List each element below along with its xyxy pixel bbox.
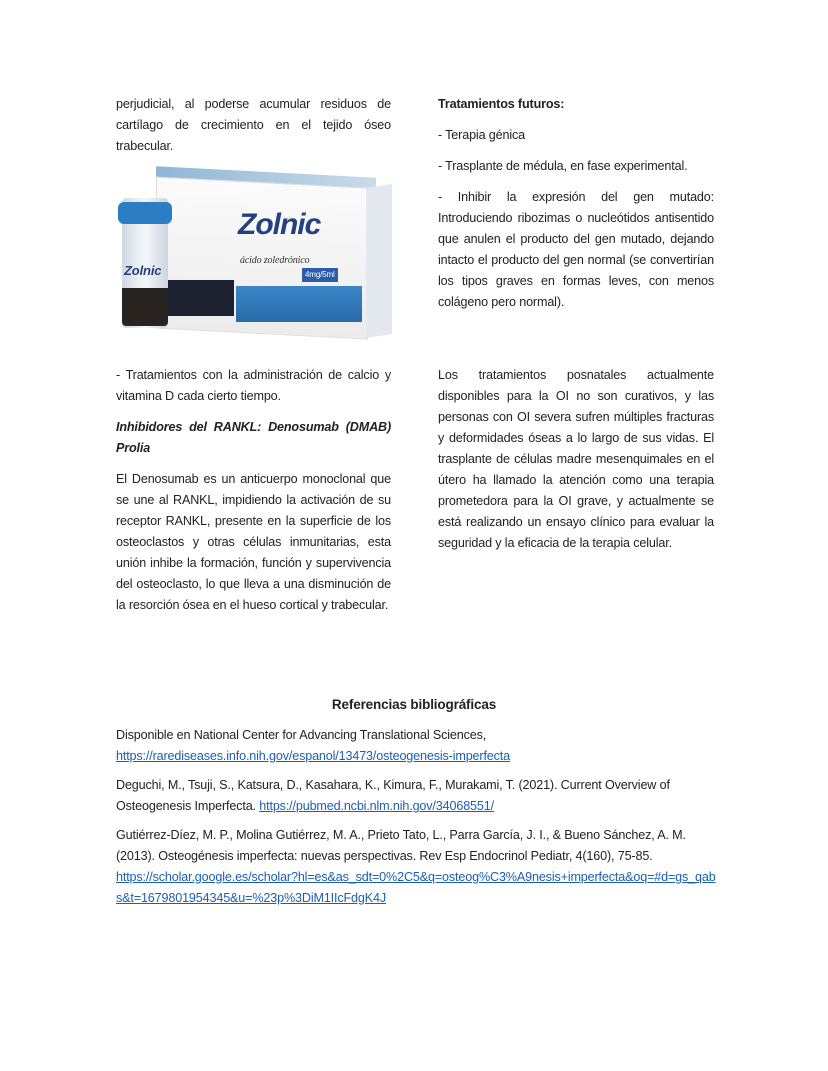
right-column-top	[438, 94, 714, 323]
brand-subtitle: ácido zoledrónico	[240, 255, 310, 266]
references-title: Referencias bibliográficas	[331, 697, 497, 712]
reference-item	[116, 725, 716, 767]
reference-text: Gutiérrez-Díez, M. P., Molina Gutiérrez, M. A., Prieto Tato, L., Parra García, J. I., & Bueno Sánchez, A. M. (2013). Osteogénesis imperfecta: nuevas perspectivas. Rev Esp Endocrinol Pediatr, 4(160), 75-85.	[116, 828, 686, 863]
left-column-bottom	[116, 365, 391, 626]
reference-item	[116, 775, 716, 817]
reference-item	[116, 825, 716, 909]
left-column-top	[116, 94, 391, 167]
paragraph: El Denosumab es un anticuerpo monoclonal que se une al RANKL, impidiendo la activación de su receptor RANKL, presente en la superficie de los osteoclastos y otras células inmunitarias, esta unión inhibe la formación, función y supervivencia del osteoclasto, lo que lleva a una disminución de la resorción ósea en el hueso cortical y trabecular.	[116, 472, 391, 612]
references-list	[116, 725, 716, 917]
paragraph: perjudicial, al poderse acumular residuos de cartílago de crecimiento en el tejido óseo trabecular.	[116, 97, 391, 153]
reference-text: Disponible en National Center for Advancing Translational Sciences,	[116, 728, 487, 742]
zolnic-product-image: Zolnic ácido zoledrónico 4mg/5ml Zolnic	[116, 168, 394, 348]
list-item: - Trasplante de médula, en fase experimental.	[438, 159, 688, 173]
reference-link[interactable]: https://rarediseases.info.nih.gov/espanol/13473/osteogenesis-imperfecta	[116, 749, 510, 763]
list-item: - Terapia génica	[438, 128, 525, 142]
section-heading: Tratamientos futuros:	[438, 97, 565, 111]
dose-label: 4mg/5ml	[302, 268, 338, 282]
section-heading: Inhibidores del RANKL: Denosumab (DMAB) Prolia	[116, 420, 391, 455]
reference-link[interactable]: https://pubmed.ncbi.nlm.nih.gov/34068551/	[259, 799, 494, 813]
right-column-bottom	[438, 365, 714, 564]
reference-text: Deguchi, M., Tsuji, S., Katsura, D., Kasahara, K., Kimura, F., Murakami, T. (2021). Current Overview of Osteogenesis Imperfecta.	[116, 778, 670, 813]
brand-logo: Zolnic	[238, 208, 321, 241]
reference-link[interactable]: https://scholar.google.es/scholar?hl=es&as_sdt=0%2C5&q=osteog%C3%A9nesis+imperfecta&oq=#d=gs_qabs&t=1679801954345&u=%23p%3DiM1IIcFdgK4J	[116, 870, 716, 905]
paragraph: - Tratamientos con la administración de calcio y vitamina D cada cierto tiempo.	[116, 368, 391, 403]
paragraph: Los tratamientos posnatales actualmente disponibles para la OI no son curativos, y las personas con OI severa sufren múltiples fracturas y deformidades óseas a lo largo de sus vidas. El trasplante de células madre mesenquimales en el útero ha llamado la atención como una terapia prometedora para la OI grave, y actualmente se está realizando un ensayo clínico para evaluar la seguridad y la eficacia de la terapia celular.	[438, 368, 714, 550]
list-item: - Inhibir la expresión del gen mutado: Introduciendo ribozimas o nucleótidos antisentido que anulen el producto del gen mutado, dejando intacto el producto del gen normal (se convertirían los tipos graves en formas leves, con menos colágeno pero normal).	[438, 190, 714, 309]
